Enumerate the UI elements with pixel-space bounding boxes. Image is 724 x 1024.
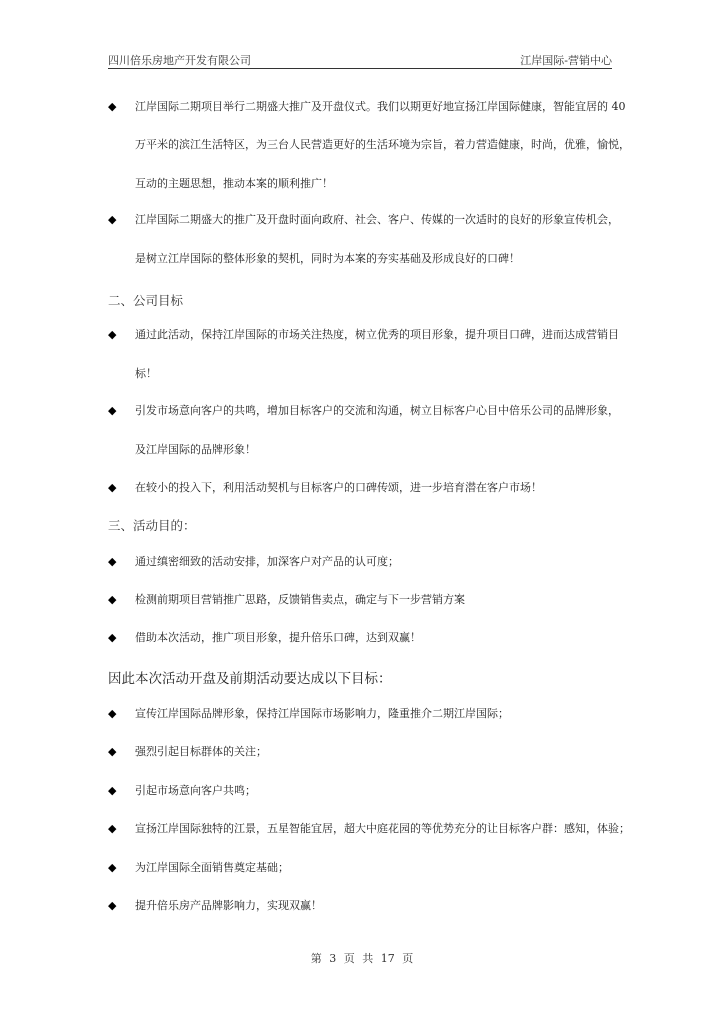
page-current: 3 xyxy=(329,952,337,965)
bullet-diamond-icon: ◆ xyxy=(108,555,117,568)
section-heading: 二、公司目标 xyxy=(108,293,184,308)
bullet-diamond-icon: ◆ xyxy=(108,784,117,797)
paragraph-line: 强烈引起目标群体的关注； xyxy=(135,745,267,758)
paragraph-line: 江岸国际二期项目举行二期盛大推广及开盘仪式。我们以期更好地宣扬江岸国际健康，智能宜居的 40 xyxy=(135,100,626,113)
company-name: 四川倍乐房地产开发有限公司 xyxy=(108,54,251,67)
paragraph-line: 万平米的滨江生活特区，为三台人民营造更好的生活环境为宗旨，着力营造健康，时尚，优雅，愉悦， xyxy=(135,138,630,151)
paragraph-line: 在较小的投入下，利用活动契机与目标客户的口碑传颂，进一步培育潜在客户市场！ xyxy=(135,481,542,494)
paragraph-line: 及江岸国际的品牌形象！ xyxy=(135,443,256,456)
bullet-diamond-icon: ◆ xyxy=(108,822,117,835)
page-footer xyxy=(0,950,724,966)
paragraph-line: 为江岸国际全面销售奠定基础； xyxy=(135,861,289,874)
paragraph-line: 宣扬江岸国际独特的江景，五星智能宜居，超大中庭花园的等优势充分的让目标客户群：感知，体验； xyxy=(135,822,630,835)
paragraph-line: 是树立江岸国际的整体形象的契机，同时为本案的夯实基础及形成良好的口碑！ xyxy=(135,252,520,265)
total-unit: 页 xyxy=(402,952,414,965)
bullet-diamond-icon: ◆ xyxy=(108,213,117,226)
bullet-diamond-icon: ◆ xyxy=(108,404,117,417)
paragraph-line: 互动的主题思想，推动本案的顺利推广！ xyxy=(135,177,333,190)
page-total: 17 xyxy=(380,952,395,965)
page-header xyxy=(108,50,612,69)
bullet-diamond-icon: ◆ xyxy=(108,707,117,720)
bullet-diamond-icon: ◆ xyxy=(108,899,117,912)
bullet-diamond-icon: ◆ xyxy=(108,745,117,758)
paragraph-line: 江岸国际二期盛大的推广及开盘时面向政府、社会、客户、传媒的一次适时的良好的形象宣传机会， xyxy=(135,213,619,226)
paragraph-line: 借助本次活动，推广项目形象，提升倍乐口碑，达到双赢！ xyxy=(135,631,421,644)
paragraph-line: 提升倍乐房产品牌影响力，实现双赢！ xyxy=(135,899,322,912)
bullet-diamond-icon: ◆ xyxy=(108,593,117,606)
paragraph-line: 通过缜密细致的活动安排，加深客户对产品的认可度； xyxy=(135,555,399,568)
paragraph-line: 标！ xyxy=(135,367,157,380)
paragraph-line: 通过此活动，保持江岸国际的市场关注热度，树立优秀的项目形象，提升项目口碑，进而达成营销目 xyxy=(135,328,619,341)
page-label: 第 xyxy=(310,952,322,965)
paragraph-line: 引发市场意向客户的共鸣，增加目标客户的交流和沟通，树立目标客户心目中倍乐公司的品牌形象， xyxy=(135,404,619,417)
paragraph-line: 引起市场意向客户共鸣； xyxy=(135,784,256,797)
bullet-diamond-icon: ◆ xyxy=(108,328,117,341)
section-heading: 三、活动目的： xyxy=(108,518,196,533)
page-unit: 页 xyxy=(343,952,355,965)
bullet-diamond-icon: ◆ xyxy=(108,100,117,113)
bullet-diamond-icon: ◆ xyxy=(108,861,117,874)
bullet-diamond-icon: ◆ xyxy=(108,631,117,644)
total-label: 共 xyxy=(362,952,374,965)
bullet-diamond-icon: ◆ xyxy=(108,481,117,494)
paragraph-line: 检测前期项目营销推广思路，反馈销售卖点，确定与下一步营销方案 xyxy=(135,593,465,606)
section-heading: 因此本次活动开盘及前期活动要达成以下目标： xyxy=(108,671,392,687)
paragraph-line: 宣传江岸国际品牌形象，保持江岸国际市场影响力，隆重推介二期江岸国际； xyxy=(135,707,509,720)
header-department: 江岸国际-营销中心 xyxy=(520,54,612,67)
